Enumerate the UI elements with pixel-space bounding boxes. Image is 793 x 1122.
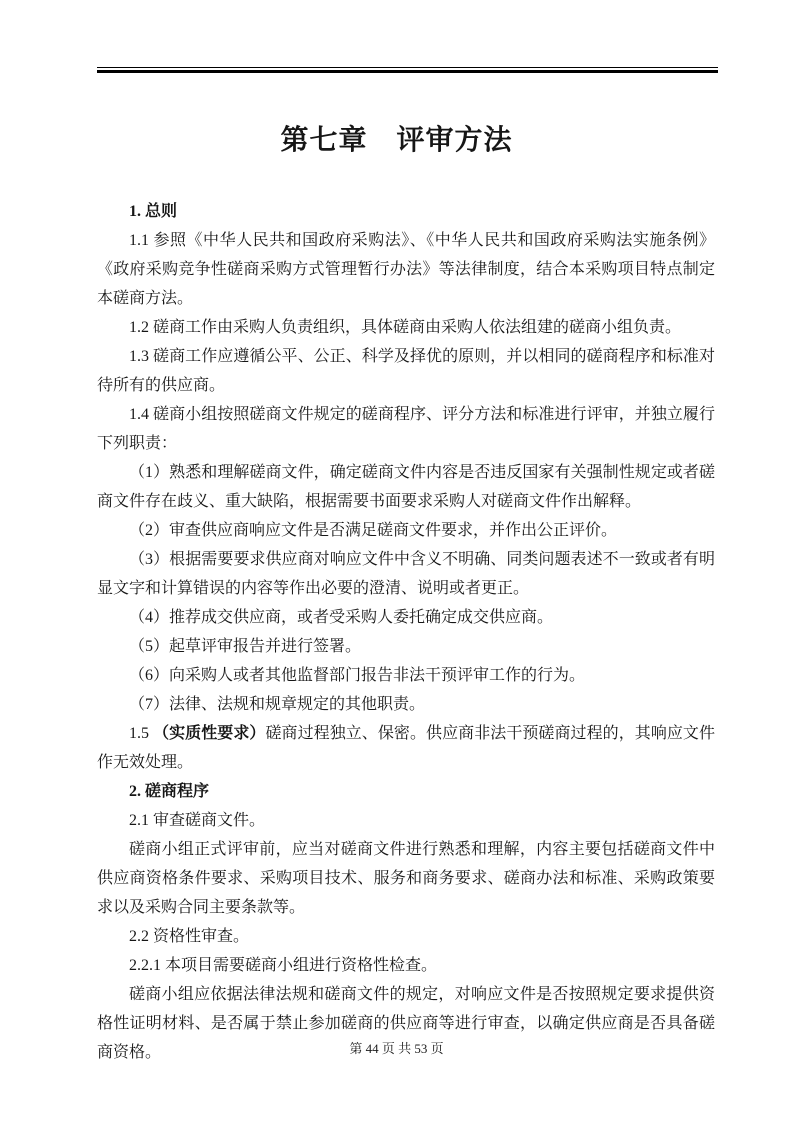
page-number-text: 第 44 页 共 53 页 (349, 1041, 444, 1056)
paragraph (97, 603, 715, 632)
document-body (97, 197, 715, 1067)
paragraph (97, 719, 715, 777)
text-run: 1.1 参照《中华人民共和国政府采购法》、《中华人民共和国政府采购法实施条例》《政府采购竞争性磋商采购方式管理暂行办法》等法律制度，结合本采购项目特点制定本磋商方法。 (97, 232, 715, 307)
text-run: （7）法律、法规和规章规定的其他职责。 (129, 696, 426, 713)
text-run: 2.2.1 本项目需要磋商小组进行资格性检查。 (129, 957, 438, 974)
text-run: 1. 总则 (129, 203, 178, 220)
paragraph (97, 516, 715, 545)
paragraph (97, 690, 715, 719)
text-run: （4）推荐成交供应商，或者受采购人委托确定成交供应商。 (129, 609, 554, 626)
paragraph (97, 313, 715, 342)
page-footer (0, 1040, 793, 1058)
paragraph (97, 226, 715, 313)
section-heading (97, 777, 715, 806)
paragraph (97, 400, 715, 458)
text-run: （3）根据需要要求供应商对响应文件中含义不明确、同类问题表述不一致或者有明显文字和计算错误的内容等作出必要的澄清、说明或者更正。 (97, 551, 715, 597)
paragraph (97, 342, 715, 400)
text-run: 2.1 审查磋商文件。 (129, 812, 266, 829)
section-heading (97, 197, 715, 226)
header-double-rule (97, 67, 718, 73)
paragraph (97, 661, 715, 690)
text-run: 磋商小组正式评审前，应当对磋商文件进行熟悉和理解，内容主要包括磋商文件中供应商资格条件要求、采购项目技术、服务和商务要求、磋商办法和标准、采购政策要求以及采购合同主要条款等。 (97, 841, 715, 916)
text-run: （实质性要求） (153, 725, 266, 742)
text-run: 2. 磋商程序 (129, 783, 210, 800)
paragraph (97, 545, 715, 603)
text-run: 1.3 磋商工作应遵循公平、公正、科学及择优的原则，并以相同的磋商程序和标准对待所有的供应商。 (97, 348, 715, 394)
text-run: 1.5 (129, 725, 154, 742)
text-run: 1.4 磋商小组按照磋商文件规定的磋商程序、评分方法和标准进行评审，并独立履行下列职责： (97, 406, 715, 452)
paragraph (97, 458, 715, 516)
paragraph (97, 632, 715, 661)
text-run: （5）起草评审报告并进行签署。 (129, 638, 362, 655)
text-run: （6）向采购人或者其他监督部门报告非法干预评审工作的行为。 (129, 667, 586, 684)
text-run: （2）审查供应商响应文件是否满足磋商文件要求，并作出公正评价。 (129, 522, 618, 539)
chapter-title: 第七章 评审方法 (280, 125, 513, 156)
text-run: 1.2 磋商工作由采购人负责组织，具体磋商由采购人依法组建的磋商小组负责。 (129, 319, 682, 336)
paragraph (97, 922, 715, 951)
paragraph (97, 806, 715, 835)
text-run: （1）熟悉和理解磋商文件，确定磋商文件内容是否违反国家有关强制性规定或者磋商文件存在歧义、重大缺陷，根据需要书面要求采购人对磋商文件作出解释。 (97, 464, 715, 510)
text-run: 磋商小组应依据法律法规和磋商文件的规定，对响应文件是否按照规定要求提供资格性证明材料、是否属于禁止参加磋商的供应商等进行审查，以确定供应商是否具备磋商资格。 (97, 986, 715, 1061)
paragraph (97, 951, 715, 980)
paragraph (97, 835, 715, 922)
text-run: 2.2 资格性审查。 (129, 928, 250, 945)
text-run: 磋商过程独立、保密。供应商非法干预磋商过程的，其响应文件作无效处理。 (97, 725, 715, 771)
